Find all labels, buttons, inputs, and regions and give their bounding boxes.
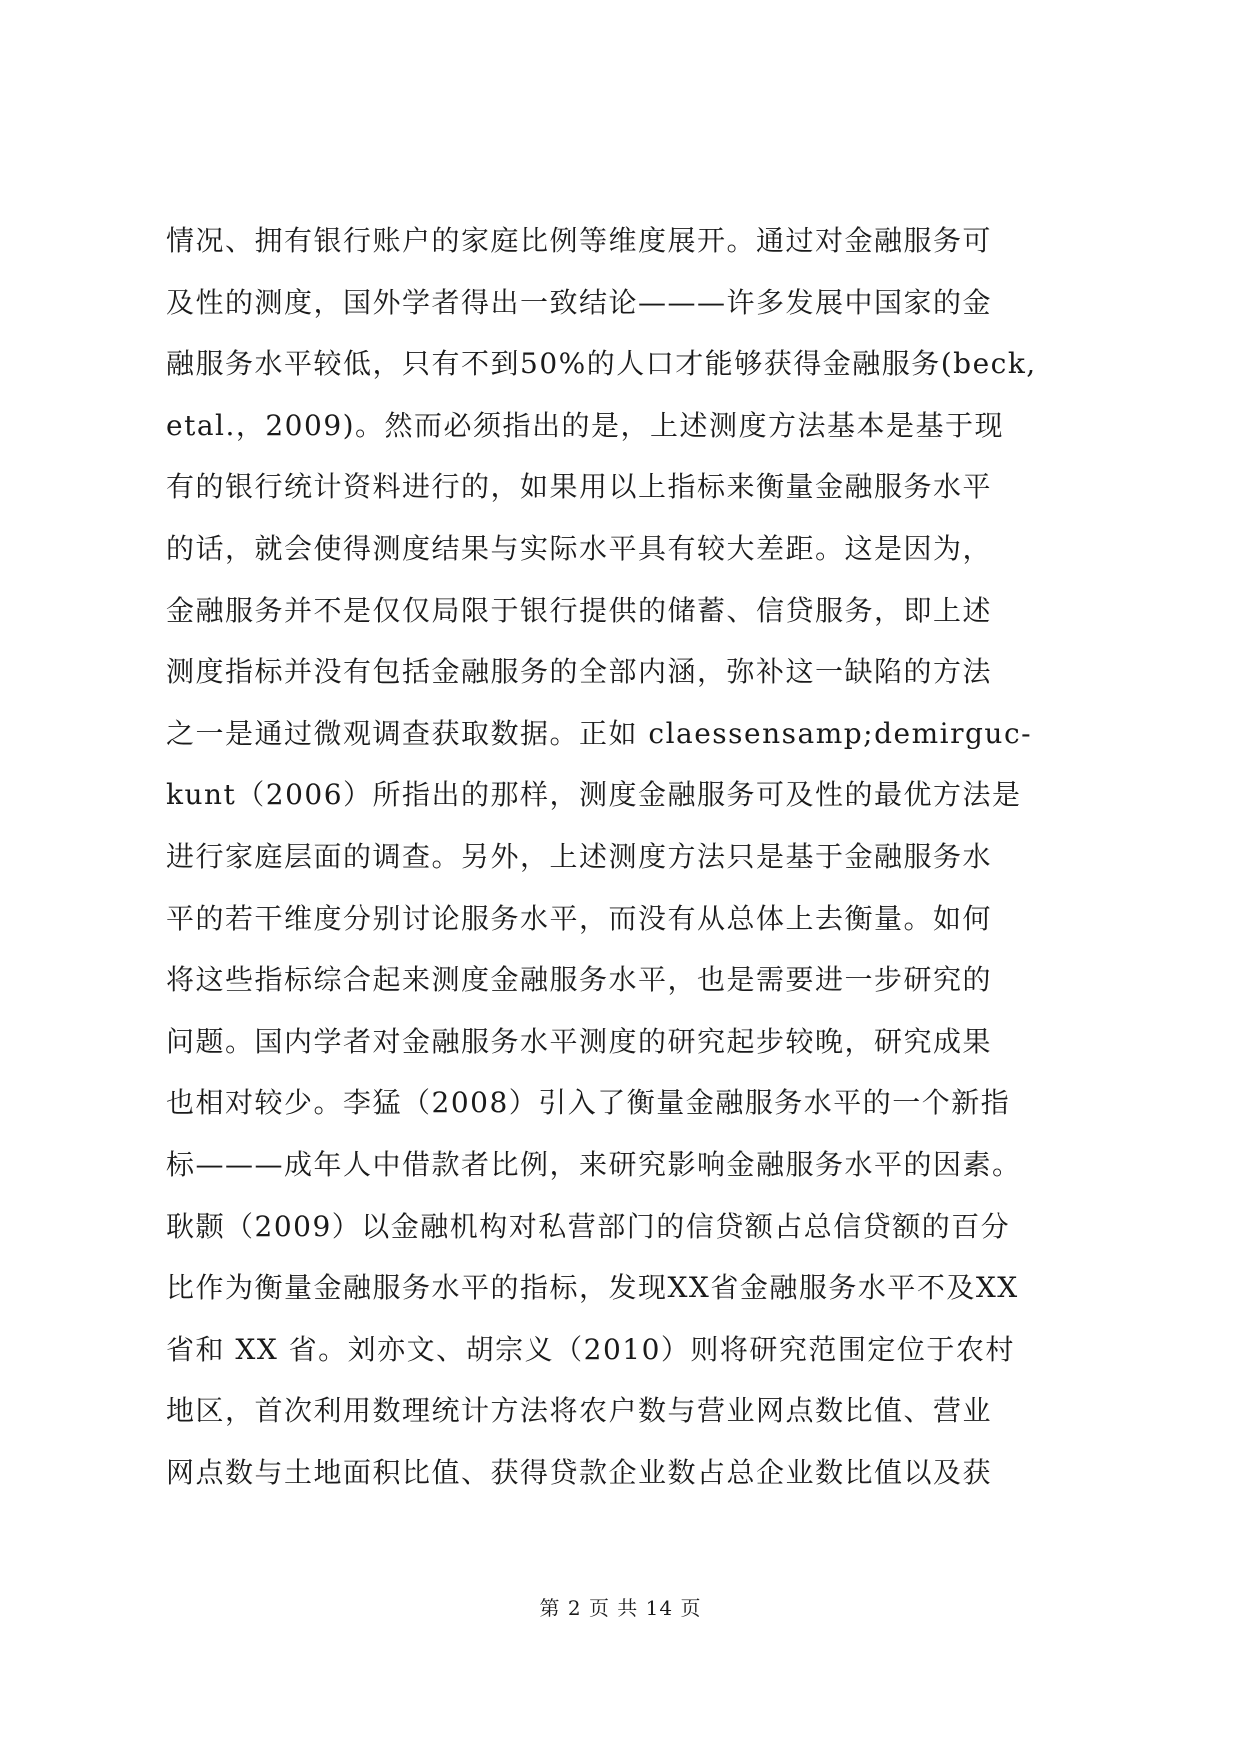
text-line: 省和 XX 省。刘亦文、胡宗义（2010）则将研究范围定位于农村 xyxy=(166,1332,1015,1366)
text-line: 比作为衡量金融服务水平的指标，发现XX省金融服务水平不及XX xyxy=(166,1271,1019,1305)
text-line: 金融服务并不是仅仅局限于银行提供的储蓄、信贷服务，即上述 xyxy=(166,593,993,627)
text-line: 问题。国内学者对金融服务水平测度的研究起步较晚，研究成果 xyxy=(166,1024,993,1058)
text-line: kunt（2006）所指出的那样，测度金融服务可及性的最优方法是 xyxy=(166,778,1022,812)
text-line: 的话，就会使得测度结果与实际水平具有较大差距。这是因为， xyxy=(166,531,993,565)
text-line: 地区，首次利用数理统计方法将农户数与营业网点数比值、营业 xyxy=(166,1394,993,1428)
text-line: 之一是通过微观调查获取数据。正如 claessensamp;demirguc- xyxy=(166,716,1033,750)
text-line: 进行家庭层面的调查。另外，上述测度方法只是基于金融服务水 xyxy=(166,839,993,873)
text-line: 将这些指标综合起来测度金融服务水平，也是需要进一步研究的 xyxy=(166,963,993,997)
page-number-footer: 第 2 页 共 14 页 xyxy=(539,1596,702,1620)
text-line: 有的银行统计资料进行的，如果用以上指标来衡量金融服务水平 xyxy=(166,470,993,504)
text-line: etal.，2009)。然而必须指出的是，上述测度方法基本是基于现 xyxy=(166,408,1005,442)
text-line: 测度指标并没有包括金融服务的全部内涵，弥补这一缺陷的方法 xyxy=(166,655,993,689)
text-line: 标———成年人中借款者比例，来研究影响金融服务水平的因素。 xyxy=(166,1147,1022,1181)
text-line: 耿颢（2009）以金融机构对私营部门的信贷额占总信贷额的百分 xyxy=(166,1209,1011,1243)
text-line: 网点数与土地面积比值、获得贷款企业数占总企业数比值以及获 xyxy=(166,1455,993,1489)
text-line: 情况、拥有银行账户的家庭比例等维度展开。通过对金融服务可 xyxy=(166,224,993,257)
text-line: 平的若干维度分别讨论服务水平，而没有从总体上去衡量。如何 xyxy=(166,901,993,935)
text-line: 融服务水平较低，只有不到50%的人口才能够获得金融服务(beck, xyxy=(166,347,1037,381)
text-line: 也相对较少。李猛（2008）引入了衡量金融服务水平的一个新指 xyxy=(166,1086,1011,1120)
body-paragraph xyxy=(166,210,1106,1503)
text-line: 及性的测度，国外学者得出一致结论———许多发展中国家的金 xyxy=(166,285,993,319)
